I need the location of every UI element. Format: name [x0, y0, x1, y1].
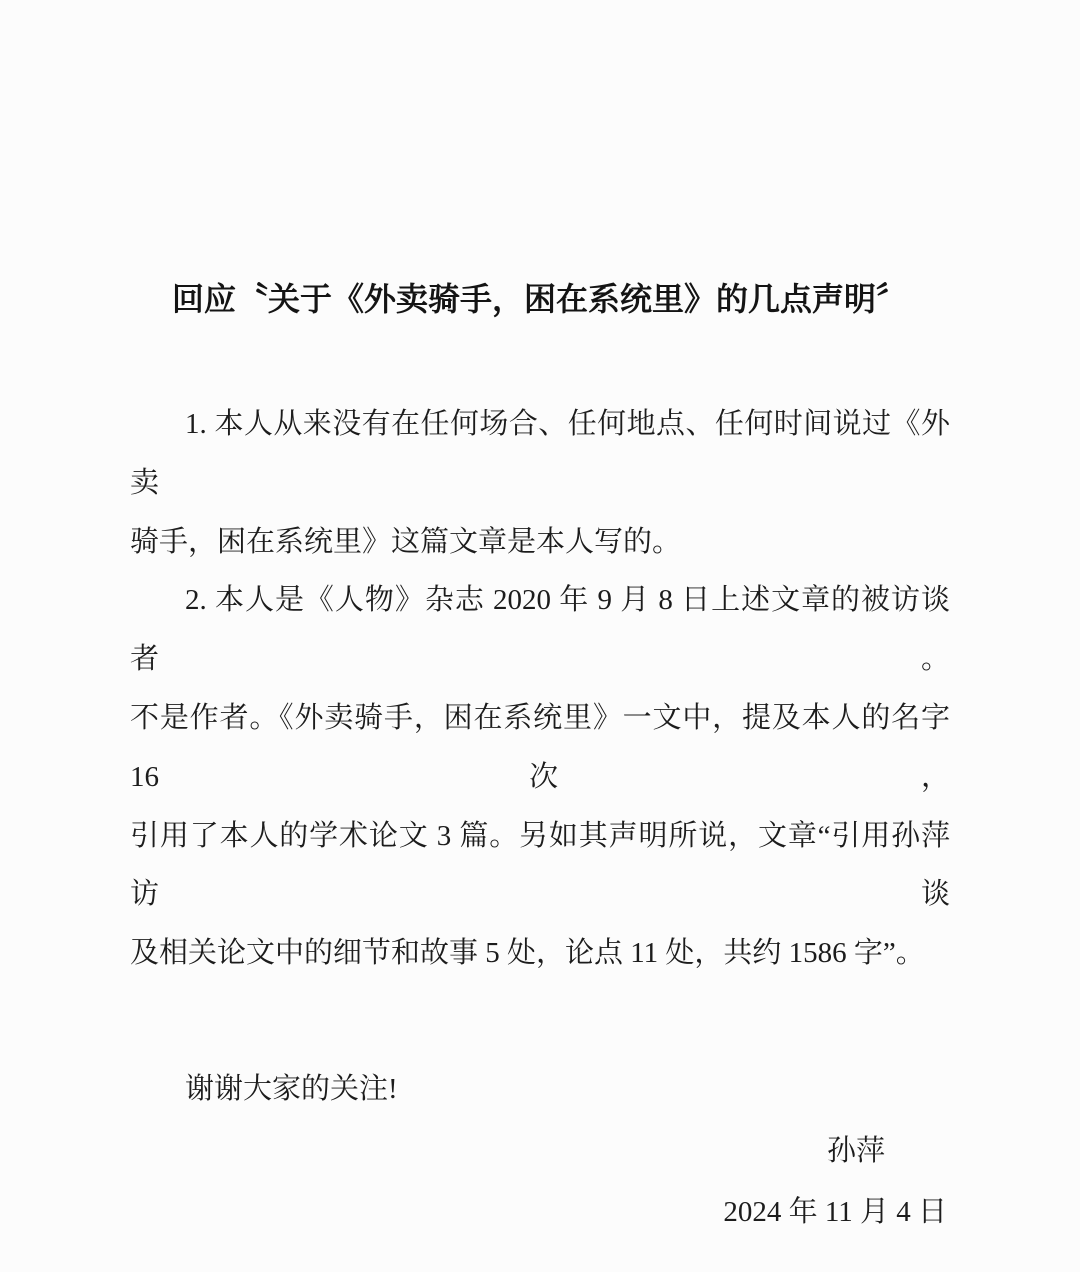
paragraph [130, 571, 950, 983]
signature-name: 孙萍 [826, 1134, 885, 1167]
body-line: 骑手，困在系统里》这篇文章是本人写的。 [130, 525, 682, 558]
body-line: 引用了本人的学术论文 3 篇。另如其声明所说，文章“引用孙萍访谈 [130, 819, 950, 911]
document-body [0, 395, 1080, 1241]
paragraph [130, 395, 950, 571]
page-title: 回应〝关于《外卖骑手，困在系统里》的几点声明〞 [171, 281, 908, 317]
signature-date: 2024 年 11 月 4 日 [723, 1195, 947, 1228]
body-line: 不是作者。《外卖骑手，困在系统里》一文中，提及本人的名字 16 次， [130, 701, 950, 793]
body-line: 2. 本人是《人物》杂志 2020 年 9 月 8 日上述文章的被访谈者。 [130, 584, 950, 676]
body-line: 1. 本人从来没有在任何场合、任何地点、任何时间说过《外卖 [130, 408, 950, 499]
closing-line: 谢谢大家的关注! [185, 1072, 398, 1105]
body-line: 及相关论文中的细节和故事 5 处，论点 11 处，共约 1586 字”。 [130, 937, 925, 970]
